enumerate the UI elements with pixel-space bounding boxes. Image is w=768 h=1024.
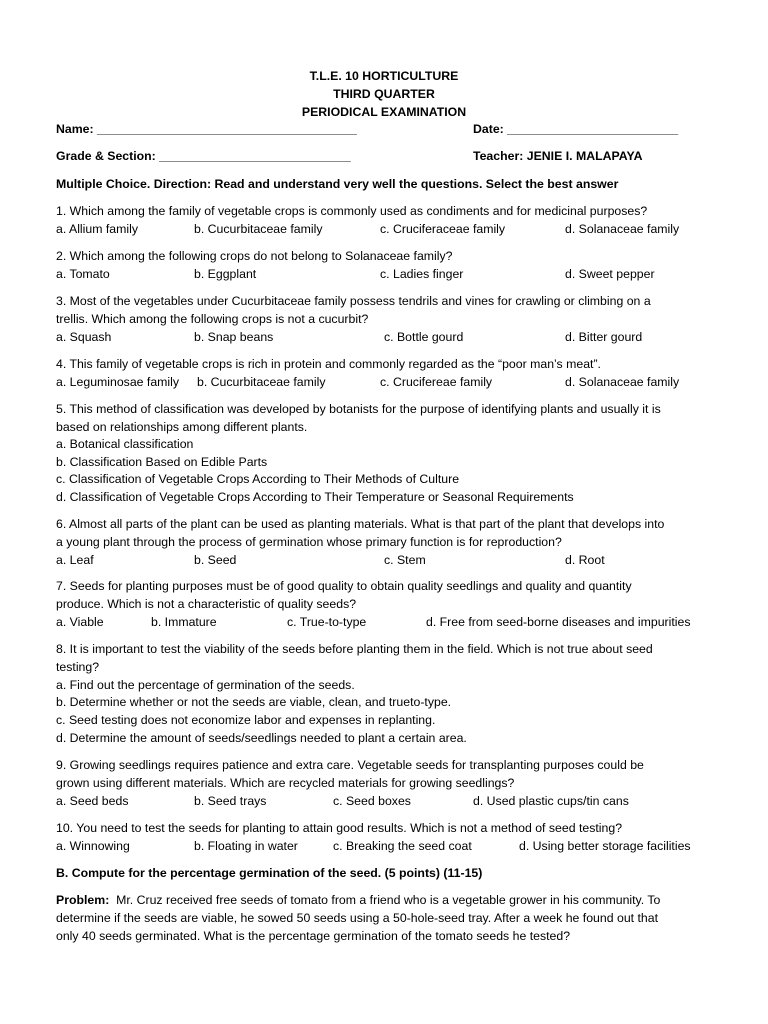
question-9-line-2: grown using different materials. Which are recycled materials for growing seedlings? bbox=[56, 776, 515, 790]
question-8-line-1: 8. It is important to test the viability of the seeds before planting them in the field. Which is not true about seed bbox=[56, 642, 653, 656]
q10-option-a: a. Winnowing bbox=[56, 839, 130, 853]
name-field: Name: ______________________________________ bbox=[56, 122, 357, 136]
q1-option-b: b. Cucurbitaceae family bbox=[194, 222, 323, 236]
question-6-line-1: 6. Almost all parts of the plant can be used as planting materials. What is that part of the plant that develops into bbox=[56, 517, 665, 531]
q1-option-a: a. Allium family bbox=[56, 222, 139, 236]
title-line-2: THIRD QUARTER bbox=[333, 87, 435, 101]
question-7-line-1: 7. Seeds for planting purposes must be of good quality to obtain quality seedlings and quality and quantity bbox=[56, 579, 632, 593]
instructions: Multiple Choice. Direction: Read and understand very well the questions. Select the best answer bbox=[56, 177, 619, 191]
part-b-heading: B. Compute for the percentage germination of the seed. (5 points) (11-15) bbox=[56, 866, 483, 880]
q1-option-d: d. Solanaceae family bbox=[565, 222, 680, 236]
q5-option-b: b. Classification Based on Edible Parts bbox=[56, 455, 268, 469]
question-3-line-1: 3. Most of the vegetables under Cucurbitaceae family possess tendrils and vines for crawling or climbing on a bbox=[56, 294, 651, 308]
question-8-line-2: testing? bbox=[56, 660, 100, 674]
problem-line-2: determine if the seeds are viable, he sowed 50 seeds using a 50-hole-seed tray. After a week he found out that bbox=[56, 911, 659, 925]
q8-option-a: a. Find out the percentage of germination of the seeds. bbox=[56, 678, 355, 692]
problem-line-1 bbox=[56, 892, 660, 910]
q10-option-d: d. Using better storage facilities bbox=[519, 839, 691, 853]
q4-option-c: c. Crucifereae family bbox=[380, 375, 493, 389]
q5-option-c: c. Classification of Vegetable Crops According to Their Methods of Culture bbox=[56, 472, 460, 486]
title-line-3: PERIODICAL EXAMINATION bbox=[301, 105, 467, 119]
title-line-1: T.L.E. 10 HORTICULTURE bbox=[309, 69, 459, 83]
q2-option-a: a. Tomato bbox=[56, 267, 110, 281]
q5-option-a: a. Botanical classification bbox=[56, 437, 194, 451]
q4-option-a: a. Leguminosae family bbox=[56, 375, 180, 389]
question-5-line-1: 5. This method of classification was developed by botanists for the purpose of identifying plants and usually it is bbox=[56, 402, 661, 416]
question-5-line-2: based on relationships among different plants. bbox=[56, 420, 308, 434]
q7-option-a: a. Viable bbox=[56, 615, 104, 629]
question-10: 10. You need to test the seeds for planting to attain good results. Which is not a method of seed testing? bbox=[56, 821, 623, 835]
question-6-line-2: a young plant through the process of germination whose primary function is for reproduction? bbox=[56, 535, 562, 549]
q9-option-b: b. Seed trays bbox=[194, 794, 267, 808]
q8-option-b: b. Determine whether or not the seeds are viable, clean, and trueto-type. bbox=[56, 695, 452, 709]
q3-option-a: a. Squash bbox=[56, 330, 112, 344]
q9-option-d: d. Used plastic cups/tin cans bbox=[473, 794, 629, 808]
q9-option-c: c. Seed boxes bbox=[333, 794, 411, 808]
question-1: 1. Which among the family of vegetable crops is commonly used as condiments and for medicinal purposes? bbox=[56, 204, 648, 218]
q8-option-c: c. Seed testing does not economize labor and expenses in replanting. bbox=[56, 713, 436, 727]
q3-option-c: c. Bottle gourd bbox=[384, 330, 464, 344]
q6-option-d: d. Root bbox=[565, 553, 605, 567]
question-7-line-2: produce. Which is not a characteristic of quality seeds? bbox=[56, 597, 357, 611]
q4-option-b: b. Cucurbitaceae family bbox=[197, 375, 326, 389]
q2-option-b: b. Eggplant bbox=[194, 267, 257, 281]
q2-option-d: d. Sweet pepper bbox=[565, 267, 655, 281]
q6-option-b: b. Seed bbox=[194, 553, 237, 567]
question-2: 2. Which among the following crops do not belong to Solanaceae family? bbox=[56, 249, 453, 263]
teacher-field: Teacher: JENIE I. MALAPAYA bbox=[473, 149, 643, 163]
q9-option-a: a. Seed beds bbox=[56, 794, 129, 808]
question-3-line-2: trellis. Which among the following crops is not a cucurbit? bbox=[56, 312, 369, 326]
q10-option-b: b. Floating in water bbox=[194, 839, 298, 853]
q5-option-d: d. Classification of Vegetable Crops According to Their Temperature or Seasonal Requirements bbox=[56, 490, 574, 504]
q6-option-c: c. Stem bbox=[384, 553, 426, 567]
q7-option-c: c. True-to-type bbox=[287, 615, 367, 629]
grade-section-field: Grade & Section: ____________________________ bbox=[56, 149, 351, 163]
problem-text-1: Mr. Cruz received free seeds of tomato from a friend who is a vegetable grower in his community. To bbox=[109, 893, 661, 907]
problem-label: Problem: bbox=[56, 893, 110, 907]
q3-option-d: d. Bitter gourd bbox=[565, 330, 643, 344]
q6-option-a: a. Leaf bbox=[56, 553, 94, 567]
question-4: 4. This family of vegetable crops is rich in protein and commonly regarded as the “poor man’s meat”. bbox=[56, 357, 601, 371]
q3-option-b: b. Snap beans bbox=[194, 330, 274, 344]
q7-option-b: b. Immature bbox=[151, 615, 217, 629]
question-9-line-1: 9. Growing seedlings requires patience and extra care. Vegetable seeds for transplanting purposes could be bbox=[56, 758, 644, 772]
q10-option-c: c. Breaking the seed coat bbox=[333, 839, 472, 853]
q4-option-d: d. Solanaceae family bbox=[565, 375, 680, 389]
problem-line-3: only 40 seeds germinated. What is the percentage germination of the tomato seeds he tested? bbox=[56, 929, 571, 943]
q7-option-d: d. Free from seed-borne diseases and impurities bbox=[426, 615, 691, 629]
q1-option-c: c. Cruciferaceae family bbox=[380, 222, 506, 236]
q2-option-c: c. Ladies finger bbox=[380, 267, 464, 281]
q8-option-d: d. Determine the amount of seeds/seedlings needed to plant a certain area. bbox=[56, 731, 467, 745]
date-field: Date: _________________________ bbox=[473, 122, 679, 136]
